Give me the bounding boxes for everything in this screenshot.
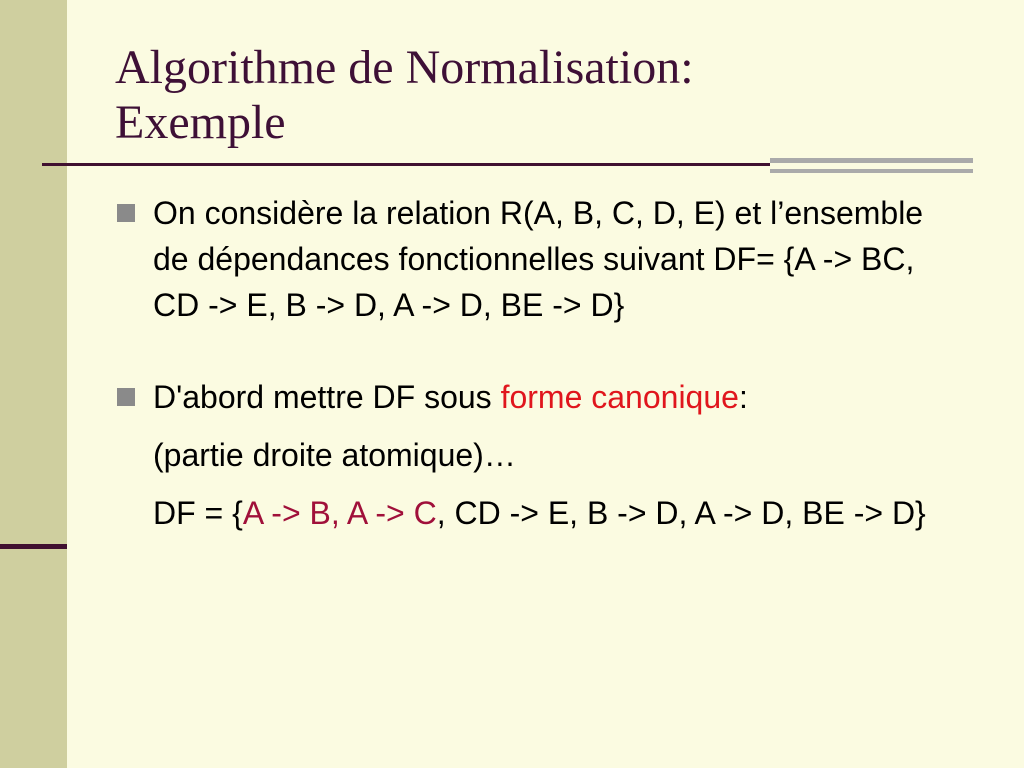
highlight-forme-canonique: forme canonique [500, 379, 739, 415]
left-sidebar-band [0, 0, 67, 768]
slide-title-line1: Algorithme de Normalisation: [115, 41, 694, 94]
square-bullet-icon [117, 388, 135, 406]
df-prefix: DF = { [153, 495, 243, 531]
bullet-text: On considère la relation R(A, B, C, D, E) et l’ensemble de dépendances fonctionnelles suivant DF= {A -> BC, CD -> E, B -> D, A -> D, BE -> D} [153, 195, 924, 323]
bullet-item-canonical [115, 374, 965, 420]
sub-line-text: (partie droite atomique)… [153, 437, 516, 473]
slide-title [115, 40, 975, 150]
slide-body [115, 190, 965, 536]
square-bullet-icon [117, 204, 135, 222]
bullet-item-relation [115, 190, 965, 328]
sub-line-partie-droite [115, 432, 965, 478]
title-divider [42, 163, 770, 166]
slide-title-line2: Exemple [115, 96, 286, 149]
df-suffix: , CD -> E, B -> D, A -> D, BE -> D} [436, 495, 926, 531]
left-accent-line [0, 544, 67, 549]
df-highlight: A -> B, A -> C [242, 495, 437, 531]
bullet-text-before: D'abord mettre DF sous [153, 379, 501, 415]
decorative-gray-rules [770, 158, 973, 173]
bullet-text-after: : [738, 379, 748, 415]
sub-line-df-canonique [115, 490, 965, 536]
